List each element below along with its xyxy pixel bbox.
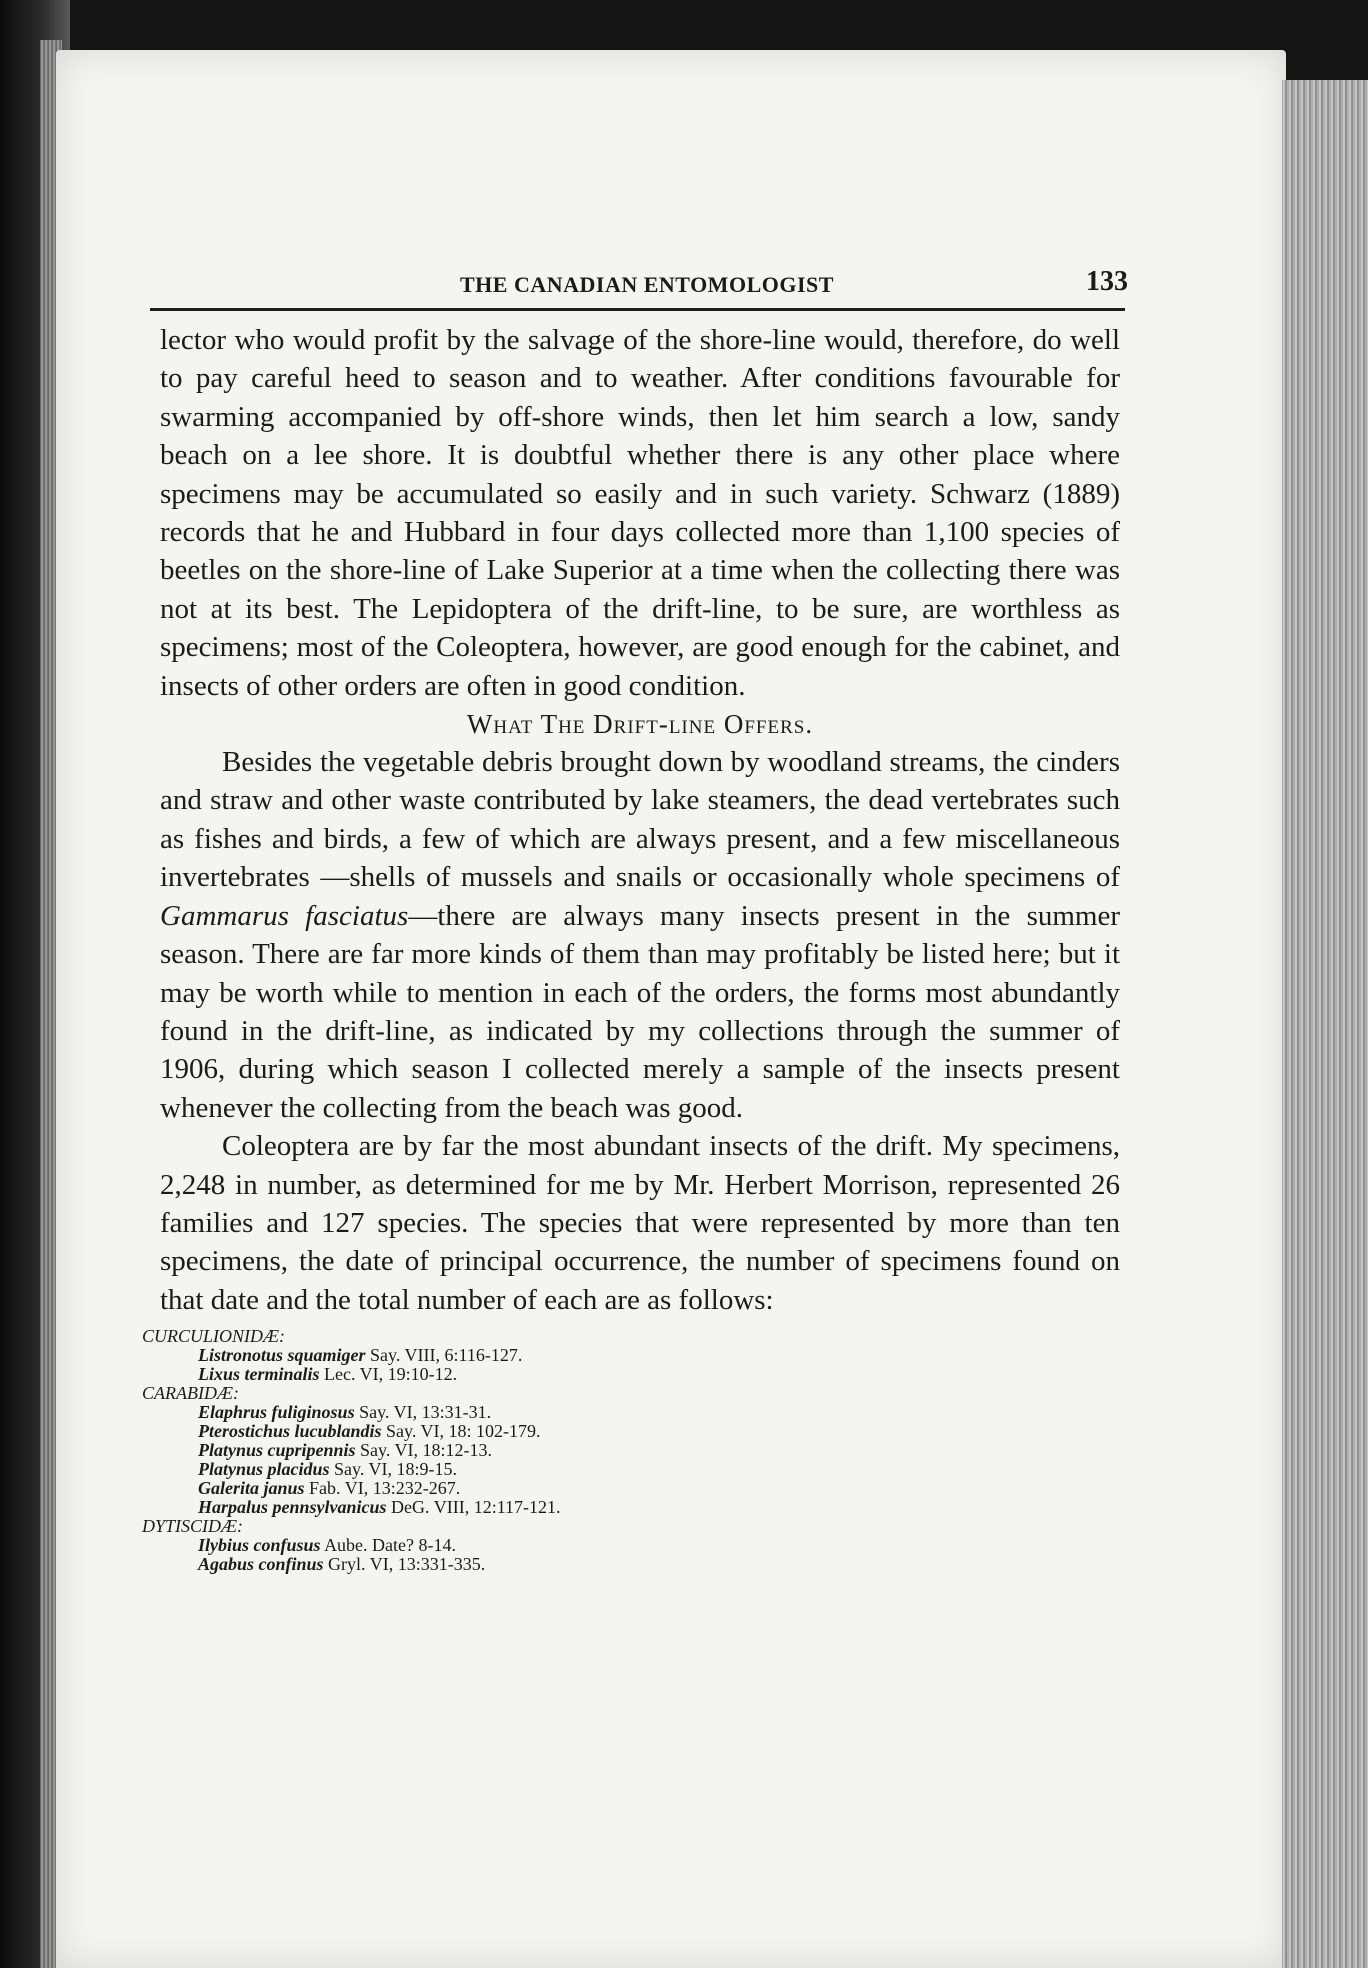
- species-name: Lixus terminalis: [198, 1364, 320, 1385]
- family-heading: DYTISCIDÆ:: [142, 1516, 244, 1537]
- species-name: Galerita janus: [198, 1478, 305, 1499]
- species-data: Say. VI, 18: 102-179.: [386, 1421, 541, 1442]
- page-number: 133: [1086, 266, 1128, 297]
- species-entry: [198, 1365, 1120, 1384]
- journal-title: THE CANADIAN ENTOMOLOGIST: [460, 272, 834, 297]
- paragraph-2-part-1: Besides the vegetable debris brought down by woodland streams, the cinders and straw and other waste contributed by lake steamers, the dead vertebrates such as fishes and birds, a few of which are always present, and a few miscellaneous invertebrates —shells of mussels and snails or occasionally whole specimens of: [160, 746, 1120, 894]
- species-name: Elaphrus fuliginosus: [198, 1402, 355, 1423]
- species-entry: [198, 1555, 1120, 1574]
- species-gammarus: Gammarus fasciatus: [160, 899, 409, 932]
- species-data: Say. VI, 13:31-31.: [359, 1402, 492, 1423]
- paragraph-3: Coleoptera are by far the most abundant insects of the drift. My specimens, 2,248 in number, as determined for me by Mr. Herbert Morrison, represented 26 families and 127 species. The species that were represented by more than ten specimens, the date of principal occurrence, the number of specimens found on that date and the total number of each are as follows:: [160, 1130, 1120, 1316]
- species-name: Ilybius confusus: [198, 1535, 321, 1556]
- paragraph-1: lector who would profit by the salvage of the shore-line would, therefore, do well to pay careful heed to season and to weather. After conditions favourable for swarming accompanied by off-shore winds, then let him search a low, sandy beach on a lee shore. It is doubtful whether there is any other place where specimens may be accumulated so easily and in such variety. Schwarz (1889) records that he and Hubbard in four days collected more than 1,100 species of beetles on the shore-line of Lake Superior at a time when the collecting there was not at its best. The Lepidoptera of the drift-line, to be sure, are worthless as specimens; most of the Coleoptera, however, are good enough for the cabinet, and insects of other orders are often in good condition.: [160, 324, 1120, 702]
- species-data: Say. VIII, 6:116-127.: [370, 1345, 523, 1366]
- family-heading: CARABIDÆ:: [142, 1383, 239, 1404]
- species-name: Listronotus squamiger: [198, 1345, 366, 1366]
- species-name: Pterostichus lucublandis: [198, 1421, 382, 1442]
- species-data: Aube. Date? 8-14.: [324, 1535, 457, 1556]
- header-rule: [150, 308, 1125, 311]
- running-head: [160, 260, 1128, 302]
- species-data: Fab. VI, 13:232-267.: [309, 1478, 461, 1499]
- species-data: Say. VI, 18:12-13.: [360, 1440, 493, 1461]
- species-entry: [198, 1346, 1120, 1365]
- page-content: [142, 260, 1128, 1575]
- species-data: Lec. VI, 19:10-12.: [324, 1364, 458, 1385]
- species-entry: [198, 1403, 1120, 1422]
- species-name: Agabus confinus: [198, 1554, 324, 1575]
- species-entry: [198, 1479, 1120, 1498]
- section-heading: What The Drift-line Offers.: [466, 709, 814, 740]
- species-data: Say. VI, 18:9-15.: [334, 1459, 458, 1480]
- species-entry: [198, 1441, 1120, 1460]
- paragraph-2-part-2: —there are always many insects present in the summer season. There are far more kinds of them than may profitably be listed here; but it may be worth while to mention in each of the orders, the forms most abundantly found in the drift-line, as indicated by my collections through the summer of 1906, during which season I collected merely a sample of the insects present whenever the collecting from the beach was good.: [160, 899, 1121, 1124]
- species-data: DeG. VIII, 12:117-121.: [391, 1497, 561, 1518]
- page-stack-right: [1282, 80, 1368, 1968]
- species-entry: [198, 1460, 1120, 1479]
- species-list: [142, 1326, 1120, 1575]
- species-entry: [198, 1536, 1120, 1555]
- species-data: Gryl. VI, 13:331-335.: [328, 1554, 486, 1575]
- family-heading: CURCULIONIDÆ:: [142, 1326, 286, 1347]
- species-name: Platynus placidus: [198, 1459, 330, 1480]
- species-entry: [198, 1422, 1120, 1441]
- paragraph-2: [160, 743, 1120, 1127]
- species-name: Harpalus pennsylvanicus: [198, 1497, 387, 1518]
- species-name: Platynus cupripennis: [198, 1440, 356, 1461]
- species-entry: [198, 1498, 1120, 1517]
